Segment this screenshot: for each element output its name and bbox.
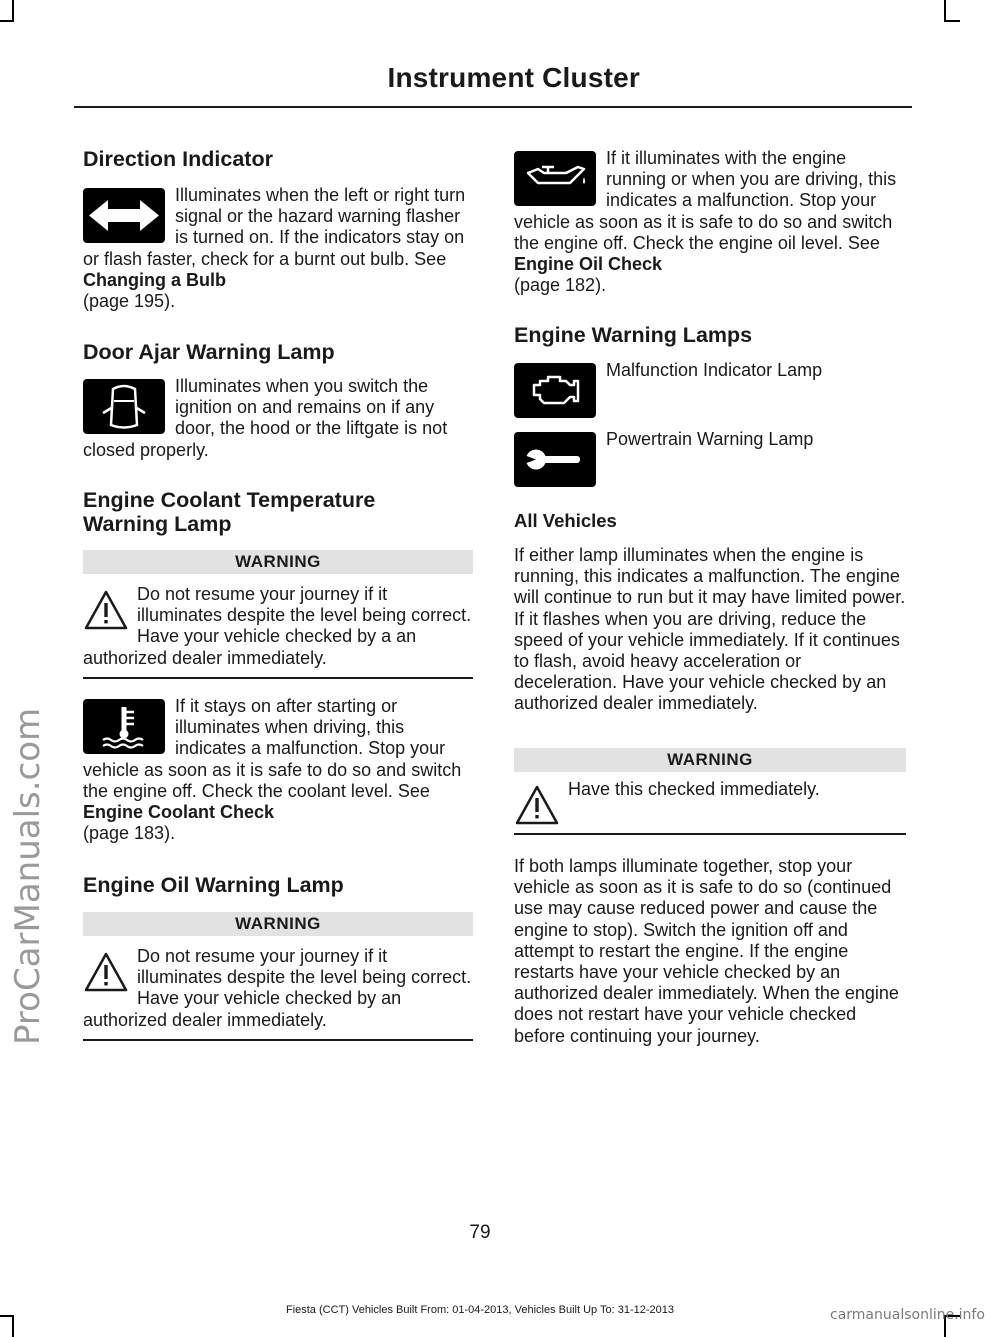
direction-indicator-icon <box>83 188 165 243</box>
coolant-warning-label: WARNING <box>83 550 473 574</box>
crop-mark <box>944 0 946 22</box>
footer-text: Fiesta (CCT) Vehicles Built From: 01-04-2013, Vehicles Built Up To: 31-12-2013 <box>285 1304 675 1316</box>
oil-warning-label: WARNING <box>83 912 473 936</box>
check-engine-icon <box>514 363 596 418</box>
crop-mark <box>12 0 14 22</box>
page-title: Instrument Cluster <box>387 62 640 93</box>
wrench-icon <box>514 432 596 487</box>
engine-warning-text: Have this checked immediately. <box>514 779 906 831</box>
coolant-warning-text: Do not resume your journey if it illuminates despite the level being correct. Have your vehicle checked by a an authorized dealer immediately. <box>83 584 472 668</box>
both-lamps-text: If both lamps illuminate together, stop your vehicle as soon as it is safe to do so (continued use may cause reduced power and cause the engine to stop). Switch the ignition off and attempt to restart the engine. If the engine restarts have your vehicle checked by an authorized dealer immediately. When the engine does not restart have your vehicle checked before continuing your journey. <box>514 856 899 1046</box>
crop-mark <box>12 1315 14 1337</box>
crop-mark <box>946 20 960 22</box>
engine-warning-lamps-heading: Engine Warning Lamps <box>514 323 753 347</box>
door-ajar-heading: Door Ajar Warning Lamp <box>83 340 335 364</box>
page-number: 79 <box>469 1222 491 1243</box>
all-vehicles-text: If either lamp illuminates when the engine is running, this indicates a malfunction. The engine will continue to run but it may have limited power. If it flashes when you are driving, reduce the speed of your vehicle immediately. If it continues to flash, avoid heavy acceleration or deceleration. Have your vehicle checked by an authorized dealer immediately. <box>514 545 906 714</box>
footer-logo: carmanualsonline.info <box>830 1307 985 1323</box>
link-engine-coolant-check[interactable]: Engine Coolant Check <box>83 802 275 823</box>
coolant-text: If it stays on after starting or illuminates when driving, this indicates a malfunction. Stop your vehicle as soon as it is safe to do so and switch the engine off. Check the coolant level. See Engine Coolant Check (page 183). <box>83 696 462 844</box>
door-ajar-text: Illuminates when you switch the ignition on and remains on if any door, the hood or the liftgate is not closed properly. <box>83 376 448 460</box>
door-ajar-icon <box>83 379 165 434</box>
engine-warning-label: WARNING <box>514 748 906 772</box>
warning-triangle-icon <box>514 783 560 829</box>
coolant-heading: Engine Coolant Temperature Warning Lamp <box>83 488 376 536</box>
warning-triangle-icon <box>83 950 129 996</box>
direction-indicator-heading: Direction Indicator <box>83 147 273 171</box>
watermark: ProCarManuals.com <box>8 707 48 1045</box>
warning-rule <box>83 677 473 679</box>
oil-warning-continued-text: If it illuminates with the engine running or when you are driving, this indicates a malfunction. Stop your vehicle as soon as it is safe to do so and switch the engine off. Check the engine oil level. See Engine Oil Check (page 182). <box>514 148 897 296</box>
direction-indicator-text: Illuminates when the left or right turn signal or the hazard warning flasher is turned on. If the indicators stay on or flash faster, check for a burnt out bulb. See Changing a Bulb (page 195). <box>83 185 466 312</box>
malfunction-indicator-row: Malfunction Indicator Lamp <box>514 360 906 420</box>
coolant-temperature-icon <box>83 699 165 754</box>
header-rule <box>74 106 912 108</box>
warning-rule <box>514 833 906 835</box>
link-changing-a-bulb[interactable]: Changing a Bulb <box>83 269 226 290</box>
crop-mark <box>0 20 14 22</box>
warning-triangle-icon <box>83 588 129 634</box>
warning-rule <box>83 1039 473 1041</box>
powertrain-warning-row: Powertrain Warning Lamp <box>514 429 906 489</box>
engine-oil-heading: Engine Oil Warning Lamp <box>83 873 344 897</box>
all-vehicles-subheading: All Vehicles <box>514 510 617 531</box>
engine-oil-icon <box>514 151 596 206</box>
link-engine-oil-check[interactable]: Engine Oil Check <box>514 254 663 275</box>
oil-warning-text: Do not resume your journey if it illuminates despite the level being correct. Have your vehicle checked by an authorized dealer immediately. <box>83 946 472 1030</box>
